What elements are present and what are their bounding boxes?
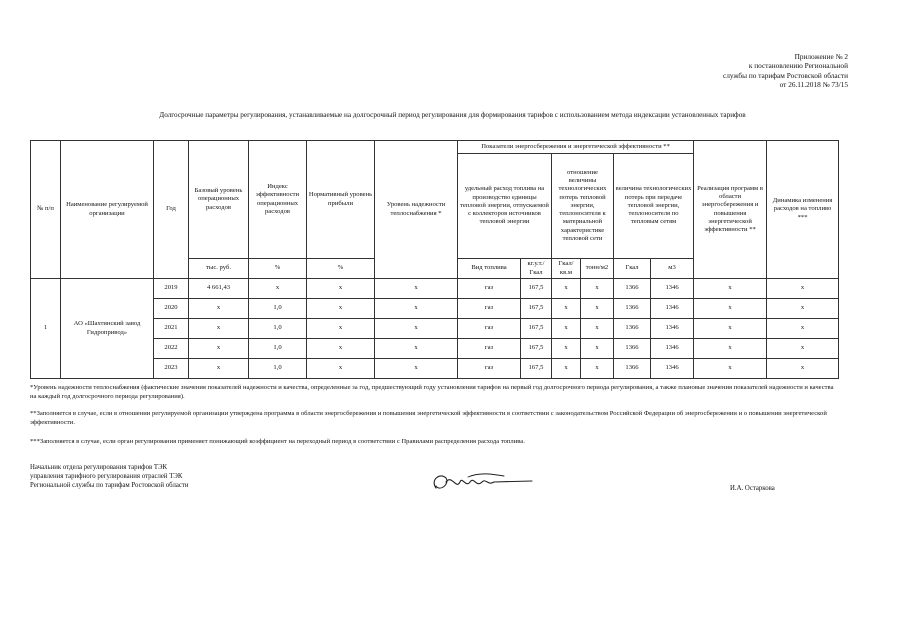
cell-dynamics: х <box>767 299 839 319</box>
cell-reliability: х <box>375 339 458 359</box>
table-row <box>31 279 839 299</box>
footnote-reliability: *Уровень надежности теплоснабжения (фактические значения показателей надежности и качества, определенные за год, предшествующий году установления тарифов на первый год долгосрочного периода регулирования, а также плановые значения показателей надежности и качества на каждый год долгосрочного периода регулирования). <box>30 384 834 400</box>
signer-position <box>30 463 290 491</box>
cell-ratio-ton: х <box>581 359 614 379</box>
header-org: Наименование регулируемой организации <box>61 141 154 279</box>
unit-fuel-type: Вид топлива <box>458 259 521 279</box>
organization-name: АО «Шахтинский завод Гидропривод» <box>61 279 154 379</box>
cell-fuel-rate: 167,5 <box>521 319 552 339</box>
cell-index: 1,0 <box>249 339 307 359</box>
cell-program: х <box>694 359 767 379</box>
unit-index: % <box>249 259 307 279</box>
cell-year: 2019 <box>154 279 189 299</box>
cell-loss-gcal: 1366 <box>614 359 651 379</box>
cell-ratio-ton: х <box>581 319 614 339</box>
handwritten-signature <box>428 468 538 498</box>
parameters-table <box>30 140 839 379</box>
cell-dynamics: х <box>767 339 839 359</box>
cell-base: х <box>189 359 249 379</box>
cell-ratio-gcal: х <box>552 299 581 319</box>
cell-profit: х <box>307 279 375 299</box>
document-title: Долгосрочные параметры регулирования, устанавливаемые на долгосрочный период регулирования для формирования тарифов с использованием метода индексации установленных тарифов <box>159 111 746 119</box>
cell-profit: х <box>307 339 375 359</box>
appendix-line-1: Приложение № 2 <box>794 52 848 61</box>
cell-dynamics: х <box>767 359 839 379</box>
header-tech-losses: величина технологических потерь при передаче тепловой энергии, теплоносителя по тепловым сетям <box>614 154 694 259</box>
cell-loss-m3: 1346 <box>651 279 694 299</box>
unit-ratio-ton: тонн/м2 <box>581 259 614 279</box>
cell-ratio-gcal: х <box>552 339 581 359</box>
cell-dynamics: х <box>767 319 839 339</box>
cell-base: х <box>189 339 249 359</box>
cell-loss-gcal: 1366 <box>614 299 651 319</box>
header-fuel-dynamics: Динамика изменения расходов на топливо *** <box>767 141 839 279</box>
cell-index: 1,0 <box>249 319 307 339</box>
cell-loss-gcal: 1366 <box>614 339 651 359</box>
appendix-line-2: к постановлению Региональной <box>748 61 848 71</box>
cell-profit: х <box>307 299 375 319</box>
cell-reliability: х <box>375 279 458 299</box>
cell-loss-gcal: 1366 <box>614 279 651 299</box>
header-energy-group: Показатели энергосбережения и энергетической эффективности ** <box>458 141 694 154</box>
cell-profit: х <box>307 359 375 379</box>
unit-base: тыс. руб. <box>189 259 249 279</box>
footnote-energy-program: **Заполняется в случае, если в отношении регулируемой организации утверждена программа в области энергосбережения и повышения энергетической эффективности в соответствии с законодательством Российской Федерации об энергосбережении и о повышении энергетической эффективности. <box>30 410 827 426</box>
cell-ratio-gcal: х <box>552 359 581 379</box>
appendix-line-4: от 26.11.2018 № 73/15 <box>779 80 848 90</box>
cell-year: 2021 <box>154 319 189 339</box>
cell-program: х <box>694 339 767 359</box>
header-program: Реализация программ в области энергосбережения и повышения энергетической эффективности ** <box>694 141 767 279</box>
cell-ratio-ton: х <box>581 279 614 299</box>
header-loss-ratio: отношение величины технологических потерь тепловой энергии, теплоносителя к материальной характеристике тепловой сети <box>552 154 614 259</box>
cell-fuel-type: газ <box>458 279 521 299</box>
cell-program: х <box>694 299 767 319</box>
header-row-1 <box>31 141 839 154</box>
unit-loss-m3: м3 <box>651 259 694 279</box>
signer-line-1: Начальник отдела регулирования тарифов ТЭК <box>30 464 168 471</box>
cell-fuel-type: газ <box>458 319 521 339</box>
cell-fuel-type: газ <box>458 299 521 319</box>
unit-fuel-rate: кг.у.т./Гкал <box>521 259 552 279</box>
cell-loss-m3: 1346 <box>651 339 694 359</box>
cell-fuel-rate: 167,5 <box>521 299 552 319</box>
cell-loss-m3: 1346 <box>651 319 694 339</box>
cell-profit: х <box>307 319 375 339</box>
cell-base: х <box>189 299 249 319</box>
header-num: № п/п <box>31 141 61 279</box>
cell-fuel-rate: 167,5 <box>521 359 552 379</box>
cell-ratio-ton: х <box>581 339 614 359</box>
cell-year: 2020 <box>154 299 189 319</box>
cell-loss-gcal: 1366 <box>614 319 651 339</box>
cell-fuel-type: газ <box>458 339 521 359</box>
signer-line-3: Региональной службы по тарифам Ростовской области <box>30 482 189 490</box>
cell-year: 2022 <box>154 339 189 359</box>
cell-program: х <box>694 279 767 299</box>
cell-base: 4 661,43 <box>189 279 249 299</box>
appendix-block <box>628 52 848 90</box>
cell-index: 1,0 <box>249 359 307 379</box>
appendix-line-3: службы по тарифам Ростовской области <box>723 70 848 80</box>
unit-profit: % <box>307 259 375 279</box>
cell-reliability: х <box>375 359 458 379</box>
cell-ratio-gcal: х <box>552 319 581 339</box>
unit-loss-gcal: Гкал <box>614 259 651 279</box>
cell-year: 2023 <box>154 359 189 379</box>
cell-index: 1,0 <box>249 299 307 319</box>
cell-base: х <box>189 319 249 339</box>
cell-fuel-type: газ <box>458 359 521 379</box>
header-efficiency-index: Индекс эффективности операционных расходов <box>249 141 307 259</box>
header-year: Год <box>154 141 189 279</box>
signer-name: И.А. Остаркова <box>730 485 775 492</box>
cell-fuel-rate: 167,5 <box>521 279 552 299</box>
cell-index: х <box>249 279 307 299</box>
cell-ratio-ton: х <box>581 299 614 319</box>
cell-fuel-rate: 167,5 <box>521 339 552 359</box>
cell-loss-m3: 1346 <box>651 299 694 319</box>
signer-line-2: управления тарифного регулирования отраслей ТЭК <box>30 473 183 481</box>
cell-reliability: х <box>375 299 458 319</box>
row-number: 1 <box>31 279 61 379</box>
cell-ratio-gcal: х <box>552 279 581 299</box>
header-base-opex: Базовый уровень операционных расходов <box>189 141 249 259</box>
footnote-fuel-dynamics: ***Заполняется в случае, если орган регулирования применяет понижающий коэффициент на переходный период в соответствии с Правилами распределения расхода топлива. <box>30 438 525 445</box>
header-fuel-rate: удельный расход топлива на производство единицы тепловой энергии, отпускаемой с коллекторов источников тепловой энергии <box>458 154 552 259</box>
cell-loss-m3: 1346 <box>651 359 694 379</box>
cell-reliability: х <box>375 319 458 339</box>
cell-program: х <box>694 319 767 339</box>
unit-ratio-gcal: Гкал/кв.м <box>552 259 581 279</box>
header-reliability: Уровень надежности теплоснабжения * <box>375 141 458 279</box>
header-profit-level: Нормативный уровень прибыли <box>307 141 375 259</box>
cell-dynamics: х <box>767 279 839 299</box>
